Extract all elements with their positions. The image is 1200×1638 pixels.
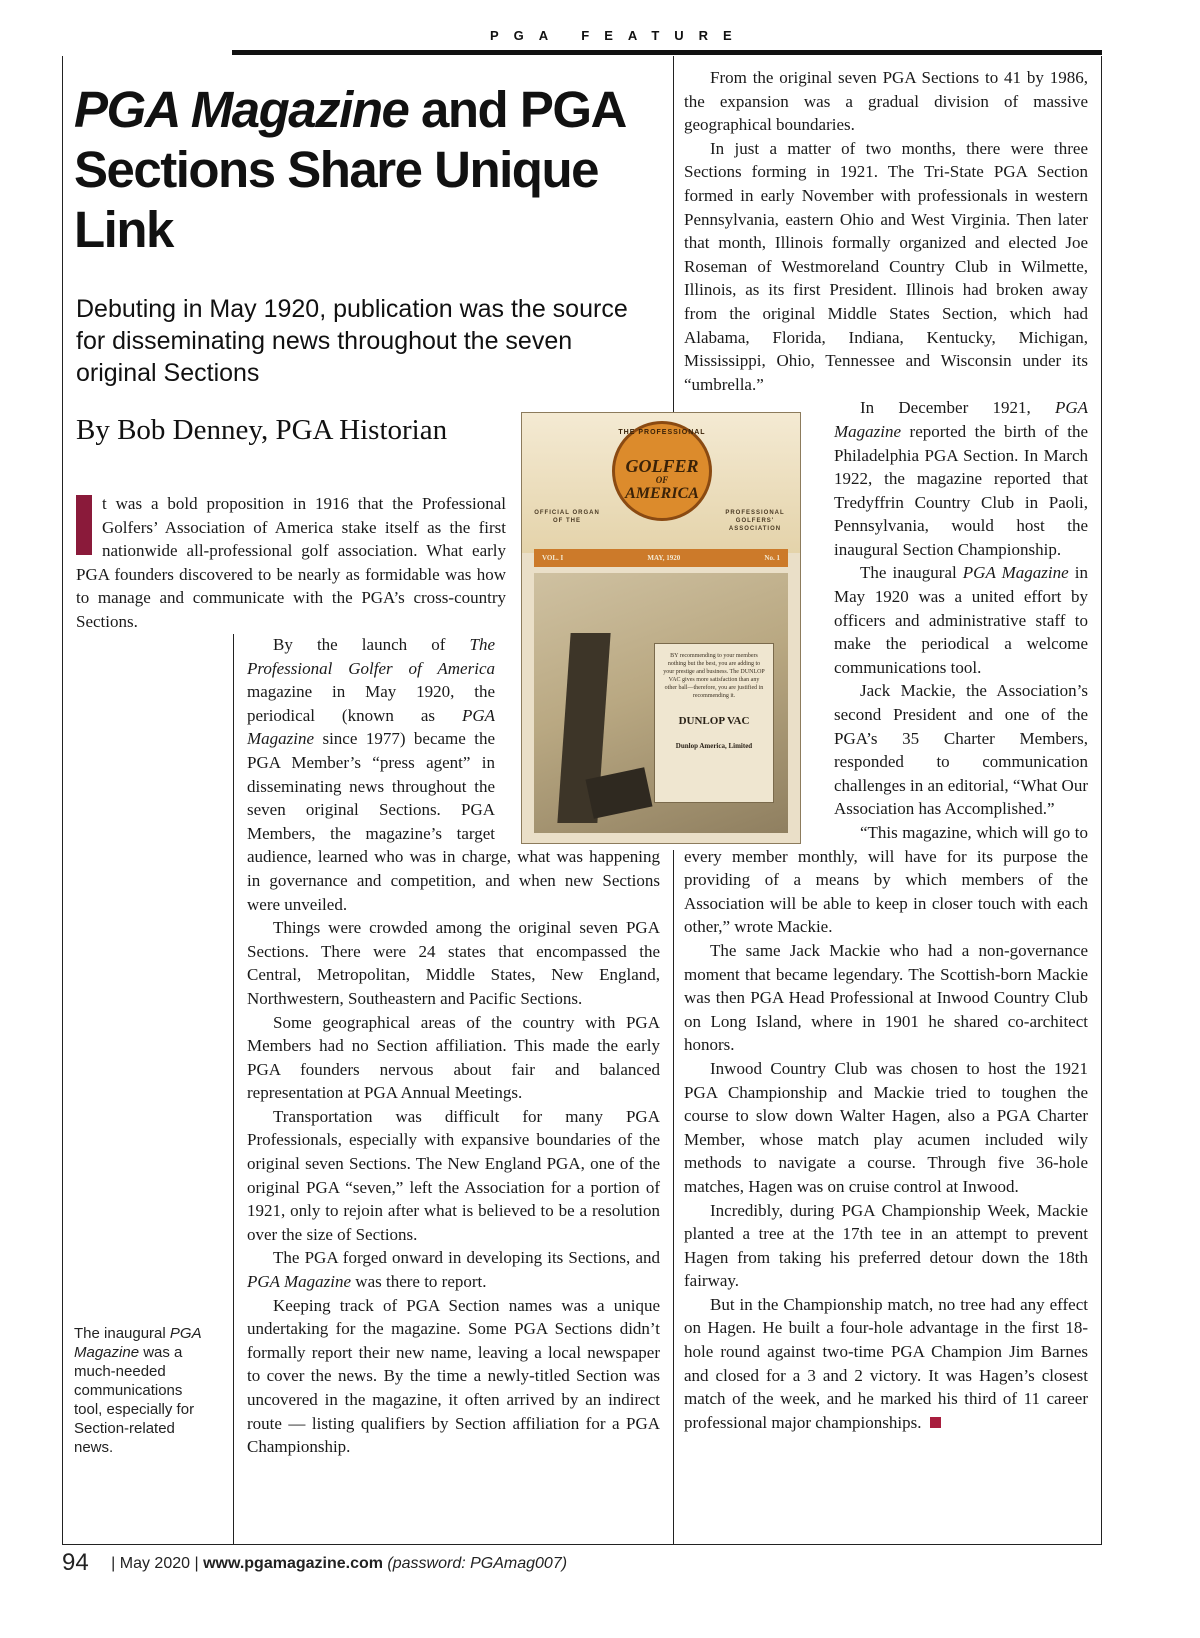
cover-arc-text: THE PROFESSIONAL xyxy=(618,429,706,436)
section-kicker: PGA FEATURE xyxy=(490,28,747,43)
footer-password: (password: PGAmag007) xyxy=(387,1555,568,1572)
footer-url[interactable]: www.pgamagazine.com xyxy=(203,1555,383,1572)
article-byline: By Bob Denney, PGA Historian xyxy=(76,414,448,446)
page-number: 94 xyxy=(62,1549,89,1576)
photo-caption: The inaugural PGA Magazine was a much-needed communications tool, especially for Section-related news. xyxy=(74,1325,202,1456)
cover-left-text: OFFICIAL ORGAN OF THE xyxy=(534,510,600,524)
intro-text: t was a bold proposition in 1916 that the Professional Golfers’ Association of America stake itself as the first nationwide all-professional golf association. What early PGA founders discovered to be nearly as formidable was how to manage and communicate with the PGA’s cross-country Sections. xyxy=(76,494,506,631)
col3-paragraph-2: In just a matter of two months, there were three Sections forming in 1921. The Tri-State PGA Section formed in early November with professionals in western Pennsylvania, eastern Ohio and West Virginia. Then later that month, Illinois formally organized and elected Joe Roseman of Westmoreland Country Club in Wilmette, Illinois, as its first President. Illinois had broken away from the original Middle States Section, which had Alabama, Florida, Indiana, Kentucky, Michigan, Mississippi, Ohio, Tennessee and Wisconsin under its “umbrella.” xyxy=(684,138,1088,394)
col2-paragraph-1: By the launch of The Professional Golfer of America magazine in May 1920, the periodical (known as PGA Magazine since 1977) became the PGA Member’s “press agent” in disseminating news throughout the seven original Sections. PGA Members, the magazine’s target audience, learned who was in charge, what was happening in governance and competition, and when new Sections were unveiled. xyxy=(247,635,660,914)
col2-paragraph-5: The PGA forged onward in developing its Sections, and PGA Magazine was there to report. xyxy=(247,1248,660,1292)
cover-issue-bar: VOL. I MAY, 1920 No. 1 xyxy=(534,549,788,567)
cover-photo xyxy=(534,573,788,833)
col3-paragraph-10: But in the Championship match, no tree had any effect on Hagen. He built a four-hole advantage in the first 18-hole round against two-time PGA Champion Jim Barnes and closed for a 3 and 2 victory. It was Hagen’s closest match of the week, and he marked his third of 11 career professional major championships. xyxy=(684,1294,1088,1432)
cover-advert: BY recommending to your members nothing but the best, you are adding to your prestige and business. The DUNLOP VAC gives more satisfaction than any other ball—therefore, you are justified in recommending it. DUNLOP VAC Dunlop America, Limited xyxy=(654,643,774,803)
col2-paragraph-2: Things were crowded among the original seven PGA Sections. There were 24 states that encompassed the Central, Metropolitan, Middle States, New England, Northwestern, Southeastern and Pacific Sections. xyxy=(247,918,660,1008)
column-divider-left xyxy=(233,634,234,1545)
cover-right-text: PROFESSIONAL GOLFERS' ASSOCIATION xyxy=(725,510,785,532)
col3-paragraph-5: Jack Mackie, the Association’s second President and one of the PGA’s 35 Charter Members, responded to communication challenges in an editorial, “What Our Association has Accomplished.” xyxy=(834,681,1088,819)
page-footer xyxy=(62,1551,567,1576)
col3-paragraph-7: The same Jack Mackie who had a non-governance moment that became legendary. The Scottish-born Mackie was then PGA Head Professional at Inwood Country Club on Long Island, where in 1901 he shared co-architect honors. xyxy=(684,940,1088,1055)
col2-paragraph-6: Keeping track of PGA Section names was a unique undertaking for the magazine. Some PGA Sections didn’t formally report their new name, leaving a local newspaper to cover the news. By the time a newly-titled Section was uncovered in the magazine, it often arrived by an indirect route — listing qualifiers by Section affiliation for a PGA Championship. xyxy=(247,1295,660,1457)
col3-paragraph-1: From the original seven PGA Sections to 41 by 1986, the expansion was a gradual division of massive geographical boundaries. xyxy=(684,68,1088,135)
article-title xyxy=(74,80,634,260)
title-rest: and PGA Sections Share Unique Link xyxy=(74,81,624,258)
col3-paragraph-9: Incredibly, during PGA Championship Week, Mackie planted a tree at the 17th tee in an attempt to prevent Hagen from taking his preferred detour down the 18th fairway. xyxy=(684,1200,1088,1291)
cover-title: GOLFER OF AMERICA xyxy=(625,456,699,502)
intro-paragraph xyxy=(76,492,506,634)
col3-paragraph-4: The inaugural PGA Magazine in May 1920 was a united effort by officers and administrative staff to make the periodical a welcome communications tool. xyxy=(834,563,1088,677)
col3-paragraph-3: In December 1921, PGA Magazine reported the birth of the Philadelphia PGA Section. In March 1922, the magazine reported that Tredyffrin Country Club in Paoli, Pennsylvania, would host the inaugural Section Championship. xyxy=(834,398,1088,559)
magazine-cover-image xyxy=(521,412,801,844)
footer-issue: | May 2020 | xyxy=(111,1555,199,1572)
column-divider-right-upper xyxy=(673,56,674,416)
title-italic: PGA Magazine xyxy=(74,81,409,138)
col2-paragraph-3: Some geographical areas of the country with PGA Members had no Section affiliation. This made the early PGA founders nervous about fair and balanced representation at PGA Annual Meetings. xyxy=(247,1012,660,1103)
drop-cap xyxy=(76,495,92,555)
top-rule xyxy=(232,50,1102,55)
column-divider-right-lower xyxy=(673,850,674,1545)
col3-paragraph-8: Inwood Country Club was chosen to host the 1921 PGA Championship and Mackie tried to toughen the course to slow down Walter Hagen, also a PGA Charter Member, whose match play acumen included wily methods to navigate a course. Through five 36-hole matches, Hagen was on cruise control at Inwood. xyxy=(684,1058,1088,1196)
end-mark xyxy=(930,1417,941,1428)
article-deck: Debuting in May 1920, publication was the source for disseminating news throughout the seven original Sections xyxy=(76,295,628,387)
col3-paragraph-6: “This magazine, which will go to every member monthly, will have for its purpose the providing of a means by which members of the Association will be able to keep in closer touch with each other,” wrote Mackie. xyxy=(684,823,1088,937)
col2-paragraph-4: Transportation was difficult for many PGA Professionals, especially with expansive boundaries of the original seven Sections. The New England PGA, one of the original PGA “seven,” left the Association for a portion of 1921, only to rejoin after what is believed to be a resolution over the size of Sections. xyxy=(247,1106,660,1244)
